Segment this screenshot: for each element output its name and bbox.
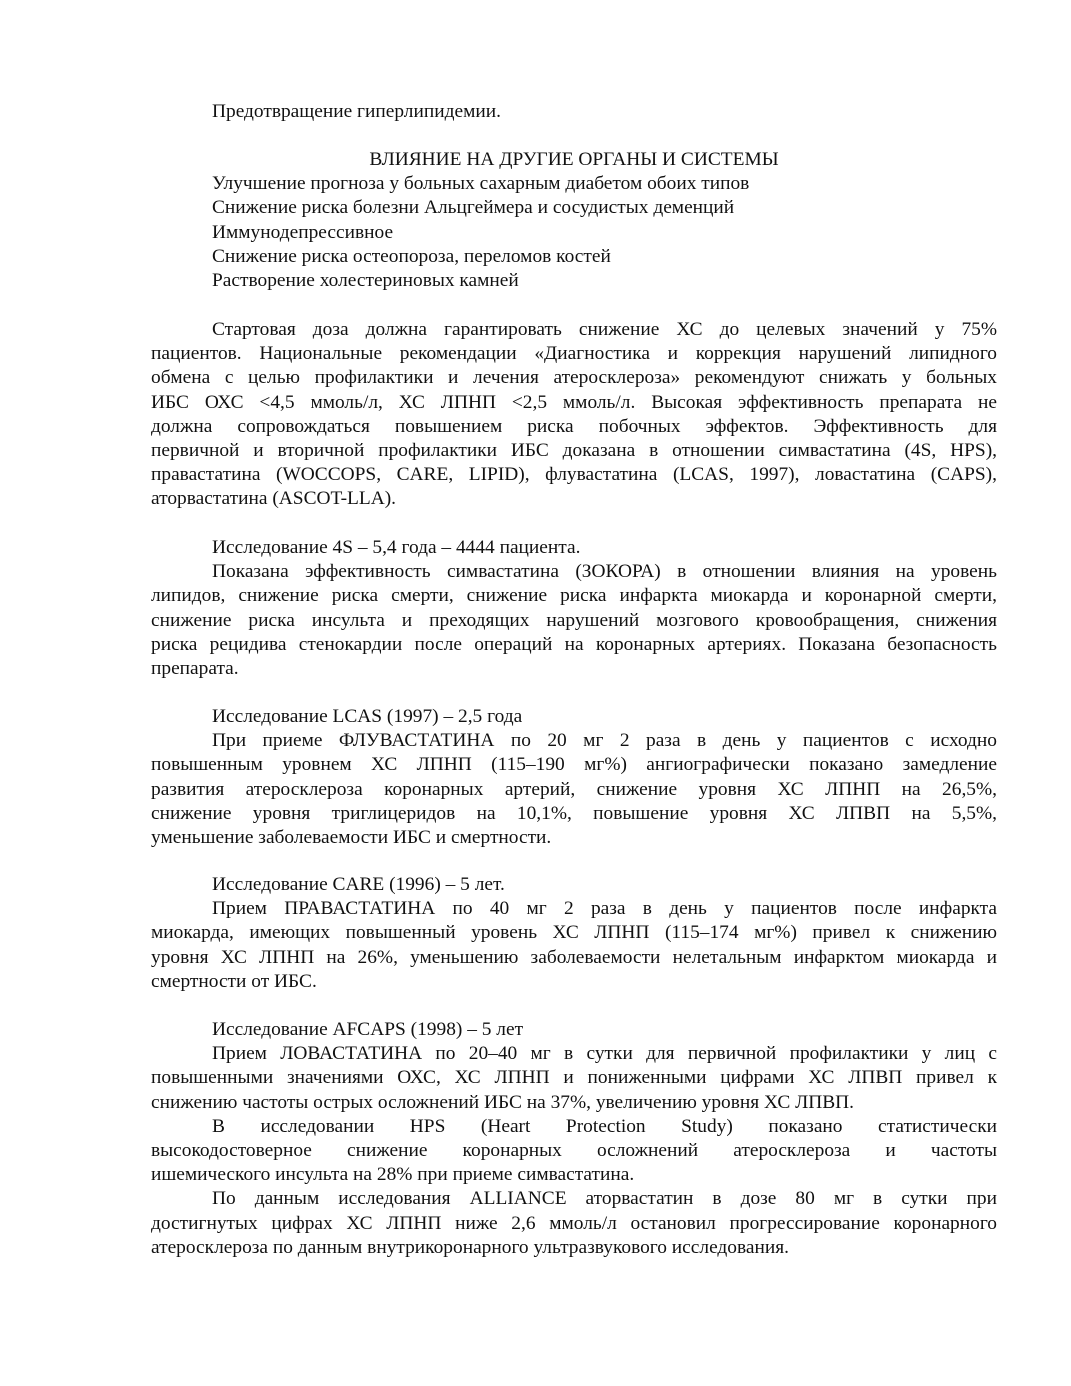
prevention-block	[151, 100, 997, 124]
study-title: Исследование AFCAPS (1998) – 5 лет	[212, 1019, 524, 1040]
paragraph-line: должна сопровождаться повышением риска побочных эффектов. Эффективность для	[151, 415, 997, 437]
paragraph-line: смертности от ИБС.	[151, 970, 317, 992]
paragraph-line: В исследовании HPS (Heart Protection Study) показано статистически	[212, 1115, 997, 1137]
paragraph-line: повышенными значениями ОХС, ХС ЛПНП и пониженными цифрами ХС ЛПВП привел к	[151, 1067, 997, 1089]
paragraph-line: уровня ХС ЛПНП на 26%, уменьшению заболеваемости нелетальным инфарктом миокарда и	[151, 946, 997, 968]
paragraph-line: По данным исследования ALLIANCE аторвастатин в дозе 80 мг в сутки при	[212, 1188, 997, 1210]
start-dose-paragraph	[151, 318, 997, 512]
study-lcas-section	[151, 705, 997, 850]
paragraph-line: При приеме ФЛУВАСТАТИНА по 20 мг 2 раза в день у пациентов с исходно	[212, 730, 997, 752]
paragraph-line: обмена с целью профилактики и лечения атеросклероза» рекомендуют снижать у больных	[151, 367, 997, 389]
effect-item: Снижение риска болезни Альцгеймера и сосудистых деменций	[212, 197, 735, 219]
study-care-section	[151, 873, 997, 994]
effect-item: Снижение риска остеопороза, переломов костей	[212, 245, 611, 267]
paragraph-line: аторвастатина (ASCOT-LLA).	[151, 488, 397, 510]
study-title: Исследование 4S – 5,4 года – 4444 пациента.	[212, 537, 581, 558]
paragraph-line: снижение уровня триглицеридов на 10,1%, повышение уровня ХС ЛПВП на 5,5%,	[151, 802, 997, 824]
paragraph-line: препарата.	[151, 658, 239, 680]
paragraph-line: первичной и вторичной профилактики ИБС доказана в отношении симвастатина (4S, HPS),	[151, 440, 997, 462]
paragraph-line: Показана эффективность симвастатина (ЗОКОРА) в отношении влияния на уровень	[212, 561, 997, 583]
effect-item: Улучшение прогноза у больных сахарным диабетом обоих типов	[212, 173, 750, 195]
paragraph-line: высокодостоверное снижение коронарных осложнений атеросклероза и частоты	[151, 1140, 997, 1162]
paragraph-line: ИБС ОХС <4,5 ммоль/л, ХС ЛПНП <2,5 ммоль/л. Высокая эффективность препарата не	[151, 391, 997, 413]
paragraph-line: Стартовая доза должна гарантировать снижение ХС до целевых значений у 75%	[212, 319, 997, 340]
prevention-line: Предотвращение гиперлипидемии.	[212, 101, 501, 122]
paragraph-line: достигнутых цифрах ХС ЛПНП ниже 2,6 ммоль/л остановил прогрессирование коронарного	[151, 1212, 997, 1234]
paragraph-line: правастатина (WOCCOPS, CARE, LIPID), флувастатина (LCAS, 1997), ловастатина (CAPS),	[151, 464, 997, 486]
paragraph-line: развития атеросклероза коронарных артерий, снижение уровня ХС ЛПНП на 26,5%,	[151, 778, 997, 800]
effects-block	[151, 148, 997, 293]
study-4s-section	[151, 536, 997, 681]
paragraph-line: ишемического инсульта на 28% при приеме симвастатина.	[151, 1164, 635, 1186]
effect-item: Растворение холестериновых камней	[212, 270, 519, 292]
paragraph-line: миокарда, имеющих повышенный уровень ХС ЛПНП (115–174 мг%) привел к снижению	[151, 922, 997, 944]
paragraph-line: атеросклероза по данным внутрикоронарного ультразвукового исследования.	[151, 1236, 790, 1258]
paragraph-line: повышенным уровнем ХС ЛПНП (115–190 мг%) ангиографически показано замедление	[151, 754, 997, 776]
study-afcaps-section	[151, 1018, 997, 1260]
paragraph-line: Прием ПРАВАСТАТИНА по 40 мг 2 раза в день у пациентов после инфаркта	[212, 898, 997, 920]
paragraph-line: Прием ЛОВАСТАТИНА по 20–40 мг в сутки для первичной профилактики у лиц с	[212, 1043, 997, 1065]
paragraph-line: липидов, снижение риска смерти, снижение риска инфаркта миокарда и коронарной смерти,	[151, 585, 997, 607]
paragraph-line: снижение риска инсульта и преходящих нарушений мозгового кровообращения, снижения	[151, 609, 997, 631]
paragraph-line: риска рецидива стенокардии после операций на коронарных артериях. Показана безопасность	[151, 633, 997, 655]
paragraph-line: уменьшение заболеваемости ИБС и смертности.	[151, 827, 552, 849]
paragraph-line: пациентов. Национальные рекомендации «Диагностика и коррекция нарушений липидного	[151, 343, 997, 365]
study-title: Исследование LCAS (1997) – 2,5 года	[212, 706, 523, 727]
paragraph-line: снижению частоты острых осложнений ИБС на 37%, увеличению уровня ХС ЛПВП.	[151, 1091, 855, 1113]
section-heading: ВЛИЯНИЕ НА ДРУГИЕ ОРГАНЫ И СИСТЕМЫ	[369, 149, 779, 170]
effect-item: Иммунодепрессивное	[212, 221, 394, 243]
study-title: Исследование CARE (1996) – 5 лет.	[212, 874, 505, 895]
